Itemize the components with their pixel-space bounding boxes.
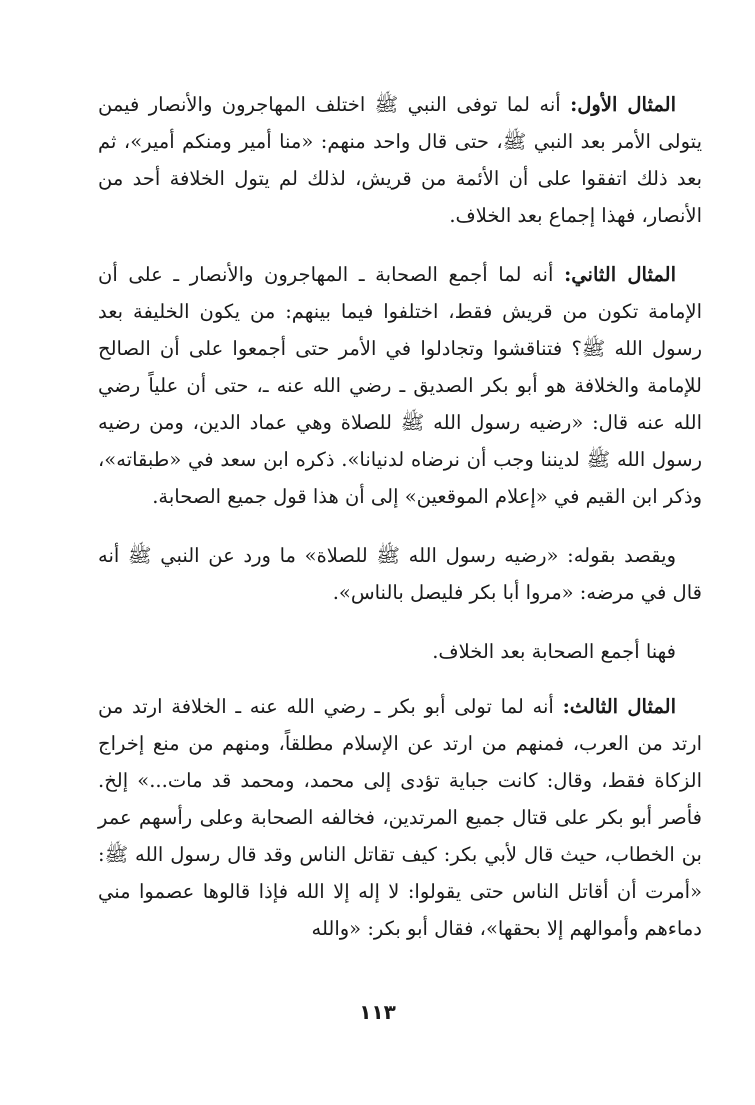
- example-one-heading: المثال الأول:: [570, 93, 676, 116]
- paragraph-example-one: [98, 86, 702, 234]
- example-three-heading: المثال الثالث:: [562, 695, 676, 718]
- paragraph-example-three: [98, 688, 702, 947]
- explanation-text: ويقصد بقوله: «رضيه رسول الله ﷺ للصلاة» ما ورد عن النبي ﷺ أنه قال في مرضه: «مروا أبا بكر فليصل بالناس».: [98, 544, 702, 604]
- paragraph-example-two: [98, 256, 702, 515]
- consensus-note-text: فهنا أجمع الصحابة بعد الخلاف.: [432, 640, 676, 663]
- example-two-heading: المثال الثاني:: [564, 263, 676, 286]
- example-one-text: أنه لما توفى النبي ﷺ اختلف المهاجرون والأنصار فيمن يتولى الأمر بعد النبي ﷺ، حتى قال واحد منهم: «منا أمير ومنكم أمير»، ثم بعد ذلك اتفقوا على أن الأئمة من قريش، لذلك لم يتول الخلافة أحد من الأنصار، فهذا إجماع بعد الخلاف.: [98, 93, 702, 227]
- example-two-text: أنه لما أجمع الصحابة ـ المهاجرون والأنصار ـ على أن الإمامة تكون من قريش فقط، اختلفوا فيما بينهم: من يكون الخليفة بعد رسول الله ﷺ؟ فتناقشوا وتجادلوا في الأمر حتى أجمعوا على أن الصالح للإمامة والخلافة هو أبو بكر الصديق ـ رضي الله عنه ـ، حتى أن علياً رضي الله عنه قال: «رضيه رسول الله ﷺ للصلاة وهي عماد الدين، ومن رضيه رسول الله ﷺ لديننا وجب أن نرضاه لدنيانا». ذكره ابن سعد في «طبقاته»، وذكر ابن القيم في «إعلام الموقعين» إلى أن هذا قول جميع الصحابة.: [98, 263, 702, 508]
- page-body: [98, 86, 702, 969]
- example-three-text: أنه لما تولى أبو بكر ـ رضي الله عنه ـ الخلافة ارتد من ارتد من العرب، فمنهم من ارتد عن الإسلام مطلقاً، ومنهم من منع إخراج الزكاة فقط، وقال: كانت جباية تؤدى إلى محمد، ومحمد قد مات...» إلخ. فأصر أبو بكر على قتال جميع المرتدين، فخالفه الصحابة وعلى رأسهم عمر بن الخطاب، حيث قال لأبي بكر: كيف تقاتل الناس وقد قال رسول الله ﷺ: «أمرت أن أقاتل الناس حتى يقولوا: لا إله إلا الله فإذا قالوها عصموا مني دماءهم وأموالهم إلا بحقها»، فقال أبو بكر: «والله: [98, 695, 702, 940]
- paragraph-consensus-note: [98, 633, 702, 670]
- page-number: ١١٣: [359, 1000, 396, 1024]
- paragraph-explanation: [98, 537, 702, 611]
